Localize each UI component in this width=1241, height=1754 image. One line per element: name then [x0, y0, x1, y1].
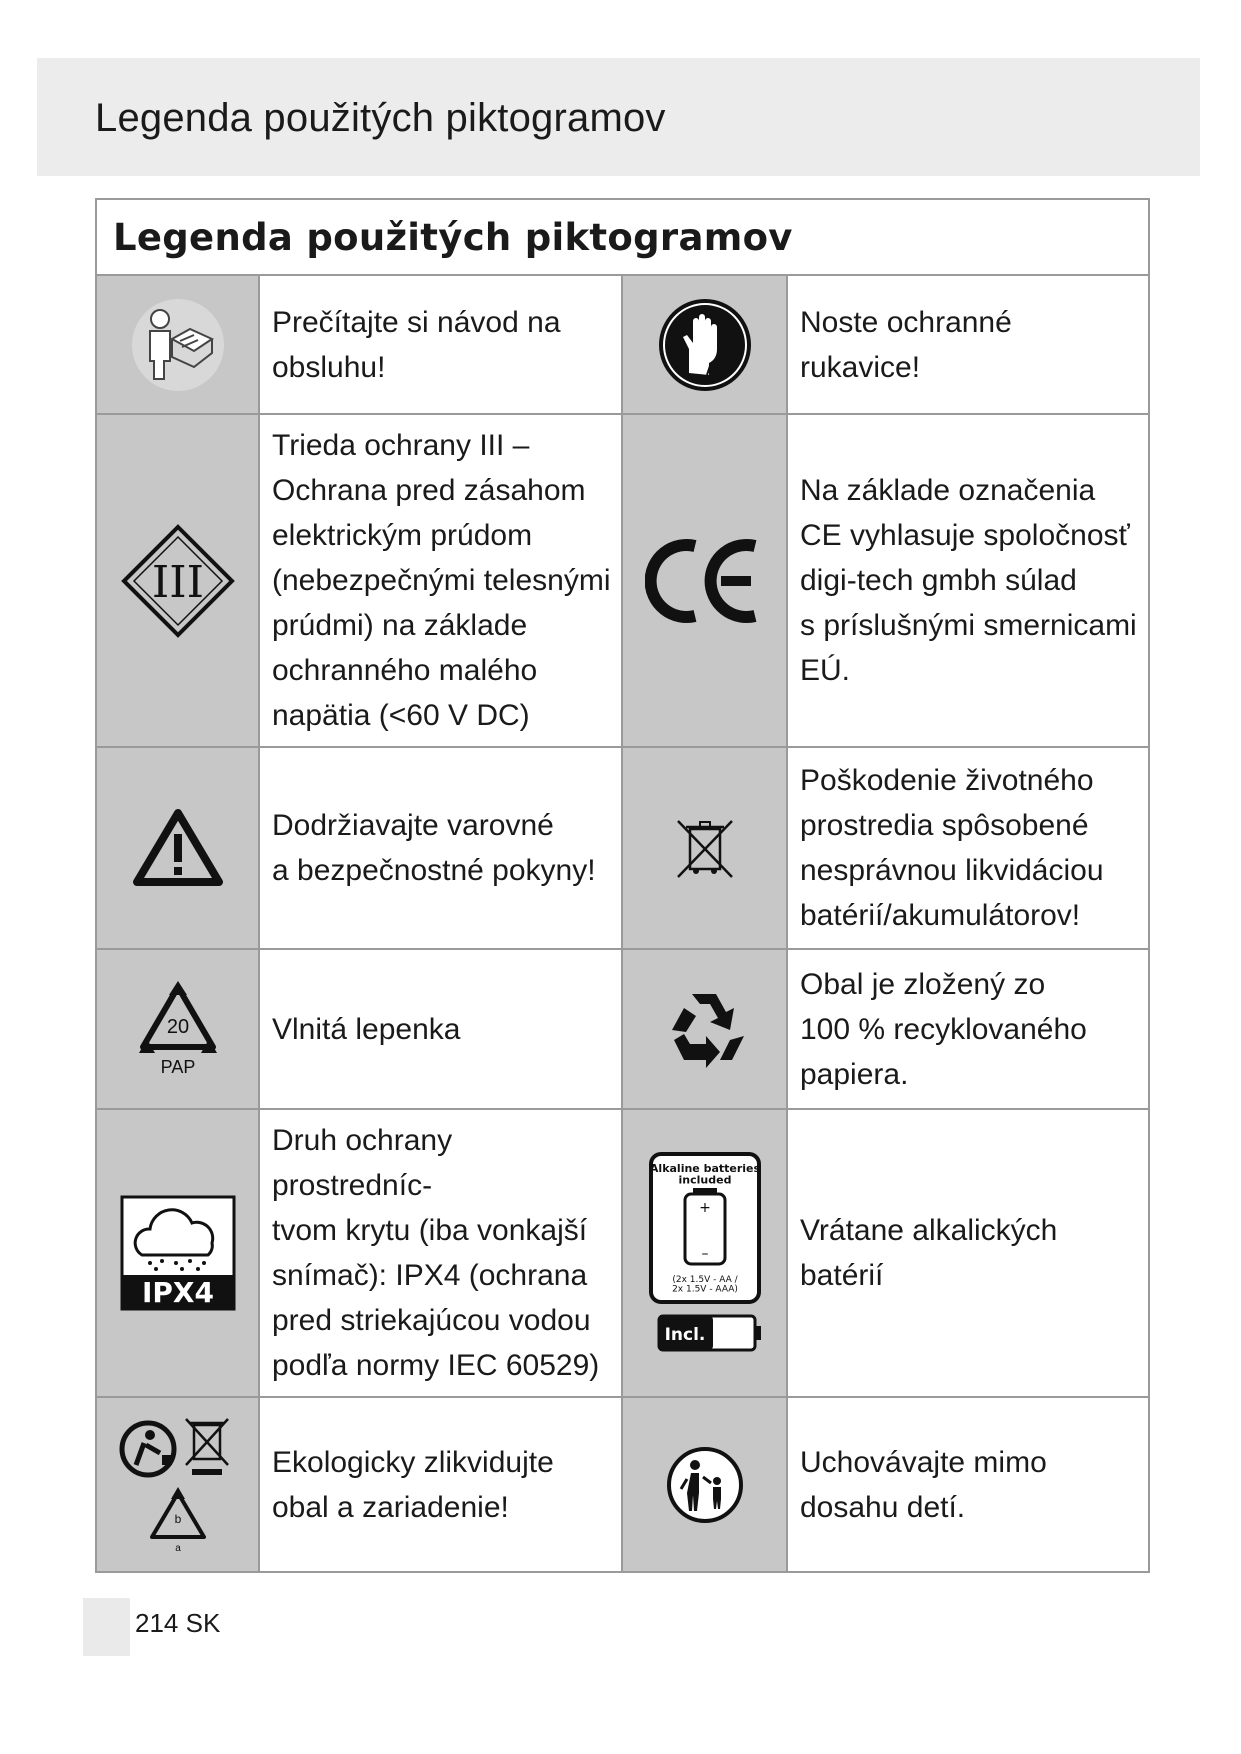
- svg-text:Alkaline batteriesincluded: Alkaline batteries included: [649, 1162, 760, 1187]
- icon-cell: [96, 1109, 259, 1397]
- svg-text:III: III: [151, 556, 204, 608]
- eco-disposal-icon: [118, 1415, 238, 1555]
- svg-text:a: a: [174, 1542, 181, 1554]
- pictogram-legend-table: [95, 198, 1150, 1573]
- read-manual-icon: [128, 295, 228, 395]
- table-row: [96, 1397, 1149, 1572]
- icon-cell: [622, 1397, 787, 1572]
- svg-text:IPX4: IPX4: [141, 1276, 214, 1309]
- gloves-icon: [655, 295, 755, 395]
- ipx4-icon: [120, 1195, 236, 1311]
- svg-text:PAP: PAP: [160, 1057, 195, 1077]
- svg-text:–: –: [701, 1246, 708, 1262]
- legend-text: Prečítajte si návod na obsluhu!: [259, 275, 622, 414]
- svg-text:(2x 1.5V - AA /2x 1.5V - AAA): (2x 1.5V - AA / 2x 1.5V - AAA): [671, 1275, 738, 1295]
- legend-text: Dodržiavajte varovné a bezpečnostné pokyny!: [259, 747, 622, 949]
- table-row: [96, 1109, 1149, 1397]
- svg-text:Incl.: Incl.: [664, 1325, 705, 1345]
- keep-away-children-icon: [665, 1445, 745, 1525]
- icon-cell: [96, 275, 259, 414]
- table-row: [96, 949, 1149, 1109]
- page-number: 214 SK: [135, 1608, 221, 1638]
- legend-text: Vrátane alkalických batérií: [787, 1109, 1149, 1397]
- icon-cell: [96, 414, 259, 747]
- recycling-pap20-icon: [133, 979, 223, 1079]
- svg-text:b: b: [174, 1511, 181, 1526]
- icon-cell: [622, 949, 787, 1109]
- legend-text: Obal je zložený zo 100 % recyklovaného papiera.: [787, 949, 1149, 1109]
- icon-cell: [96, 1397, 259, 1572]
- protection-class-iii-icon: [118, 521, 238, 641]
- table-title-row: [96, 199, 1149, 275]
- legend-text: Na základe označenia CE vyhlasuje spoločnosť digi-tech gmbh súlad s príslušnými smernicami EÚ.: [787, 414, 1149, 747]
- warning-triangle-icon: [133, 808, 223, 888]
- table-row: [96, 275, 1149, 414]
- batteries-included-icon: [645, 1148, 765, 1358]
- table-row: [96, 414, 1149, 747]
- icon-cell: [622, 747, 787, 949]
- icon-cell: [96, 949, 259, 1109]
- page-title: Legenda použitých piktogramov: [95, 96, 666, 140]
- legend-text: Noste ochranné rukavice!: [787, 275, 1149, 414]
- page-number-marker: [83, 1598, 130, 1656]
- icon-cell: [622, 275, 787, 414]
- icon-cell: [622, 1109, 787, 1397]
- recycle-arrows-icon: [660, 984, 750, 1074]
- legend-text: Trieda ochrany III – Ochrana pred zásahom elektrickým prúdom (nebezpečnými telesnými prúdmi) na základe ochranného malého napätia (<60 V DC): [259, 414, 622, 747]
- icon-cell: [622, 414, 787, 747]
- legend-text: Druh ochrany prostredníc- tvom krytu (iba vonkajší snímač): IPX4 (ochrana pred striekajúcou vodou podľa normy IEC 60529): [259, 1109, 622, 1397]
- svg-text:20: 20: [166, 1016, 189, 1038]
- legend-text: Uchovávajte mimo dosahu detí.: [787, 1397, 1149, 1572]
- legend-text: Poškodenie životného prostredia spôsobené nesprávnou likvidáciou batérií/akumulátorov!: [787, 747, 1149, 949]
- crossed-bin-battery-icon: [670, 813, 740, 883]
- table-row: [96, 747, 1149, 949]
- ce-mark-icon: [645, 536, 765, 626]
- svg-text:+: +: [698, 1200, 711, 1216]
- table-title: Legenda použitých piktogramov: [96, 199, 1149, 275]
- legend-text: Vlnitá lepenka: [259, 949, 622, 1109]
- icon-cell: [96, 747, 259, 949]
- legend-text: Ekologicky zlikvidujte obal a zariadenie!: [259, 1397, 622, 1572]
